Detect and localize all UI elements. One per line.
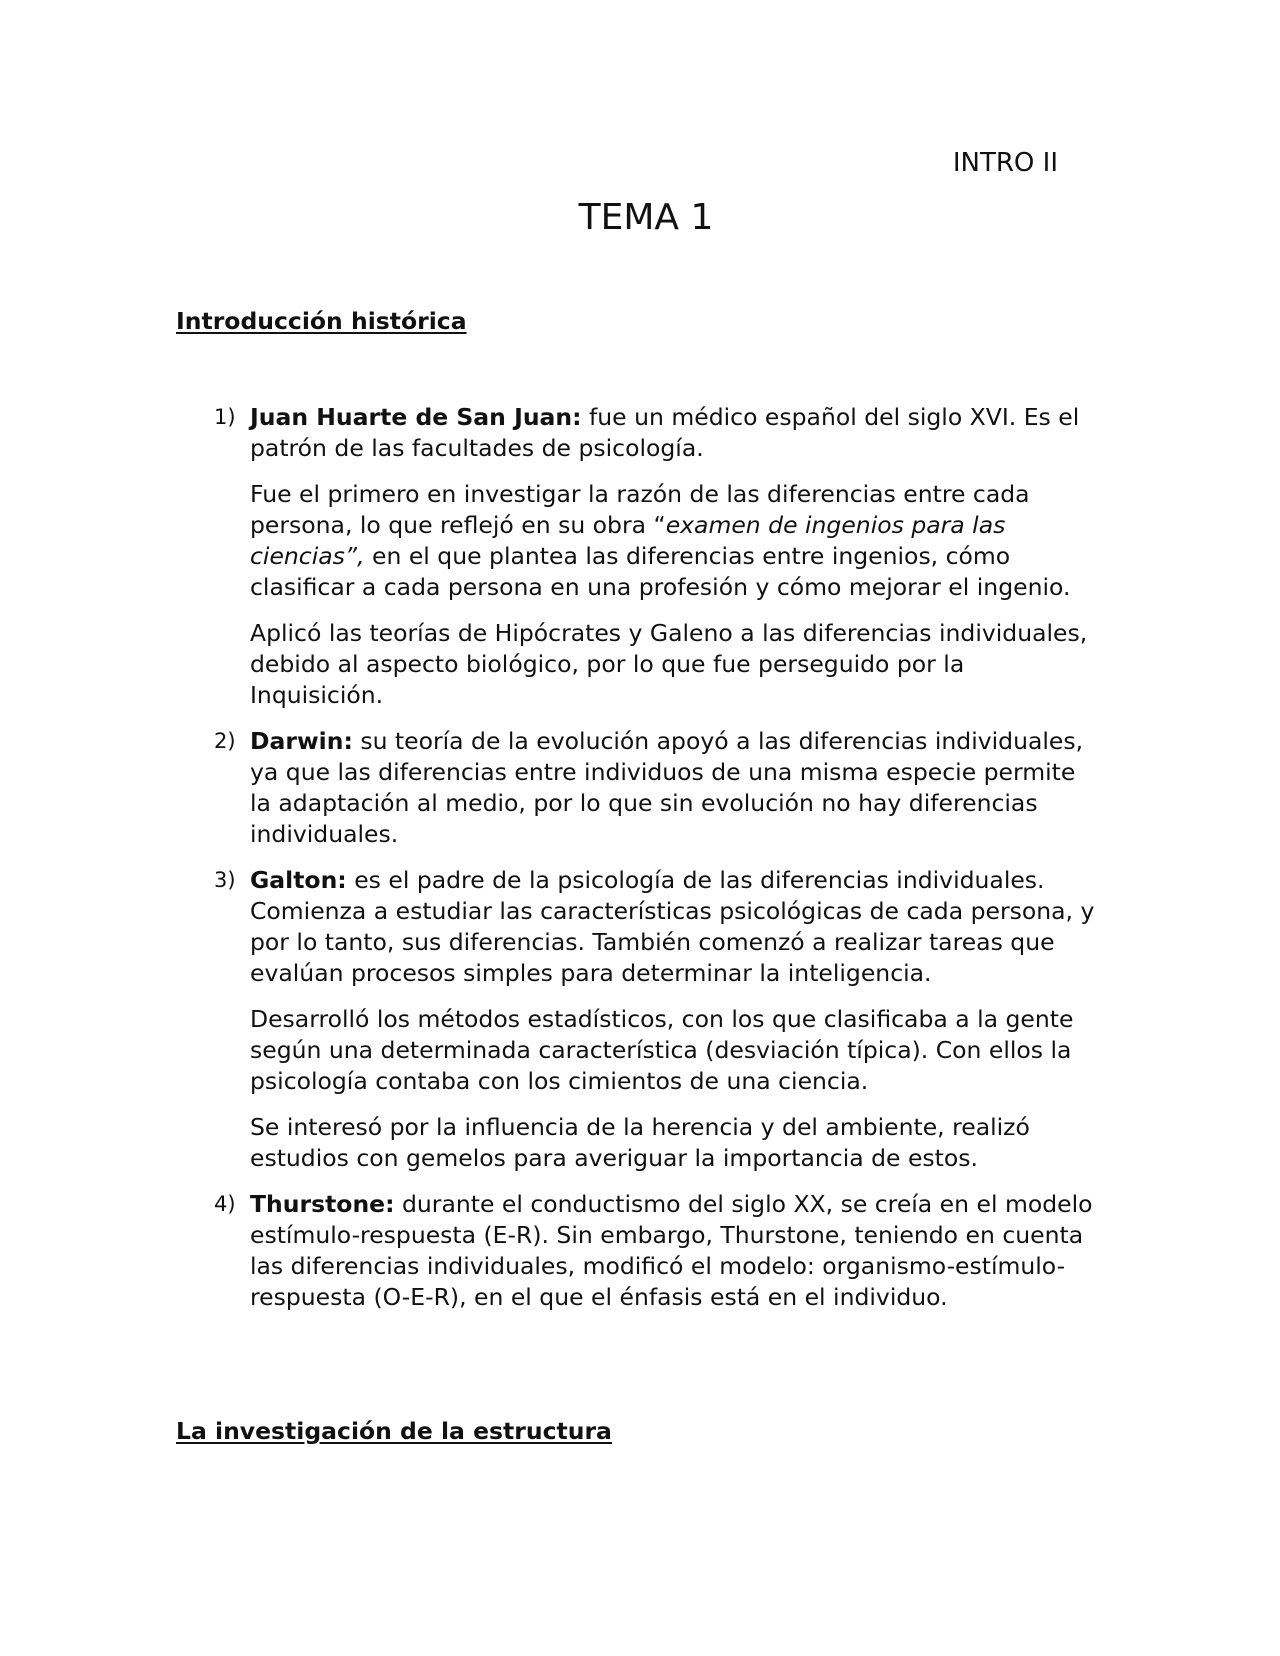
paragraph (250, 865, 1096, 989)
list-number: 1) (214, 405, 236, 429)
list-number: 4) (214, 1192, 236, 1216)
paragraph-text: su teoría de la evolución apoyó a las diferencias individuales, ya que las diferencias entre individuos de una misma especie permite la adaptación al medio, por lo que sin evolución no hay diferencias individuales. (250, 727, 1084, 848)
paragraph (250, 726, 1096, 850)
section-heading-investigacion: La investigación de la estructura (176, 1417, 612, 1445)
historical-list (176, 402, 1096, 1328)
paragraph-text: fue un médico español del siglo XVI. Es el patrón de las facultades de psicología. (250, 403, 1080, 462)
list-item-galton (176, 865, 1096, 1174)
paragraph (250, 479, 1096, 603)
book-title: examen de ingenios para las ciencias”, (250, 511, 1006, 570)
list-number: 2) (214, 729, 236, 753)
list-number: 3) (214, 868, 236, 892)
paragraph-text: es el padre de la psicología de las diferencias individuales. Comienza a estudiar las características psicológicas de cada persona, y por lo tanto, sus diferencias. También comenzó a realizar tareas que evalúan procesos simples para determinar la inteligencia. (250, 866, 1095, 987)
list-item-thurstone (176, 1189, 1096, 1313)
paragraph (250, 1189, 1096, 1313)
author-name: Darwin: (250, 727, 353, 755)
paragraph: Aplicó las teorías de Hipócrates y Galeno a las diferencias individuales, debido al aspecto biológico, por lo que fue perseguido por la Inquisición. (250, 619, 1088, 709)
list-item-huarte (176, 402, 1096, 711)
course-label: INTRO II (952, 148, 1058, 178)
paragraph: Desarrolló los métodos estadísticos, con los que clasificaba a la gente según una determinada característica (desviación típica). Con ellos la psicología contaba con los cimientos de una ciencia. (250, 1005, 1074, 1095)
section-heading-introduccion: Introducción histórica (176, 307, 467, 335)
paragraph (250, 402, 1096, 464)
author-name: Galton: (250, 866, 347, 894)
paragraph: Se interesó por la influencia de la herencia y del ambiente, realizó estudios con gemelos para averiguar la importancia de estos. (250, 1113, 1030, 1172)
paragraph-text: Fue el primero en investigar la razón de las diferencias entre cada persona, lo que reflejó en su obra “ (250, 480, 1030, 539)
list-item-darwin (176, 726, 1096, 850)
paragraph-text: durante el conductismo del siglo XX, se creía en el modelo estímulo-respuesta (E-R). Sin embargo, Thurstone, teniendo en cuenta las diferencias individuales, modificó el modelo: organismo-estímulo-respuesta (O-E-R), en el que el énfasis está en el individuo. (250, 1190, 1093, 1311)
author-name: Thurstone: (250, 1190, 395, 1218)
paragraph-text: en el que plantea las diferencias entre ingenios, cómo clasificar a cada persona en una profesión y cómo mejorar el ingenio. (250, 542, 1071, 601)
page-title: TEMA 1 (578, 197, 714, 238)
author-name: Juan Huarte de San Juan: (250, 403, 582, 431)
